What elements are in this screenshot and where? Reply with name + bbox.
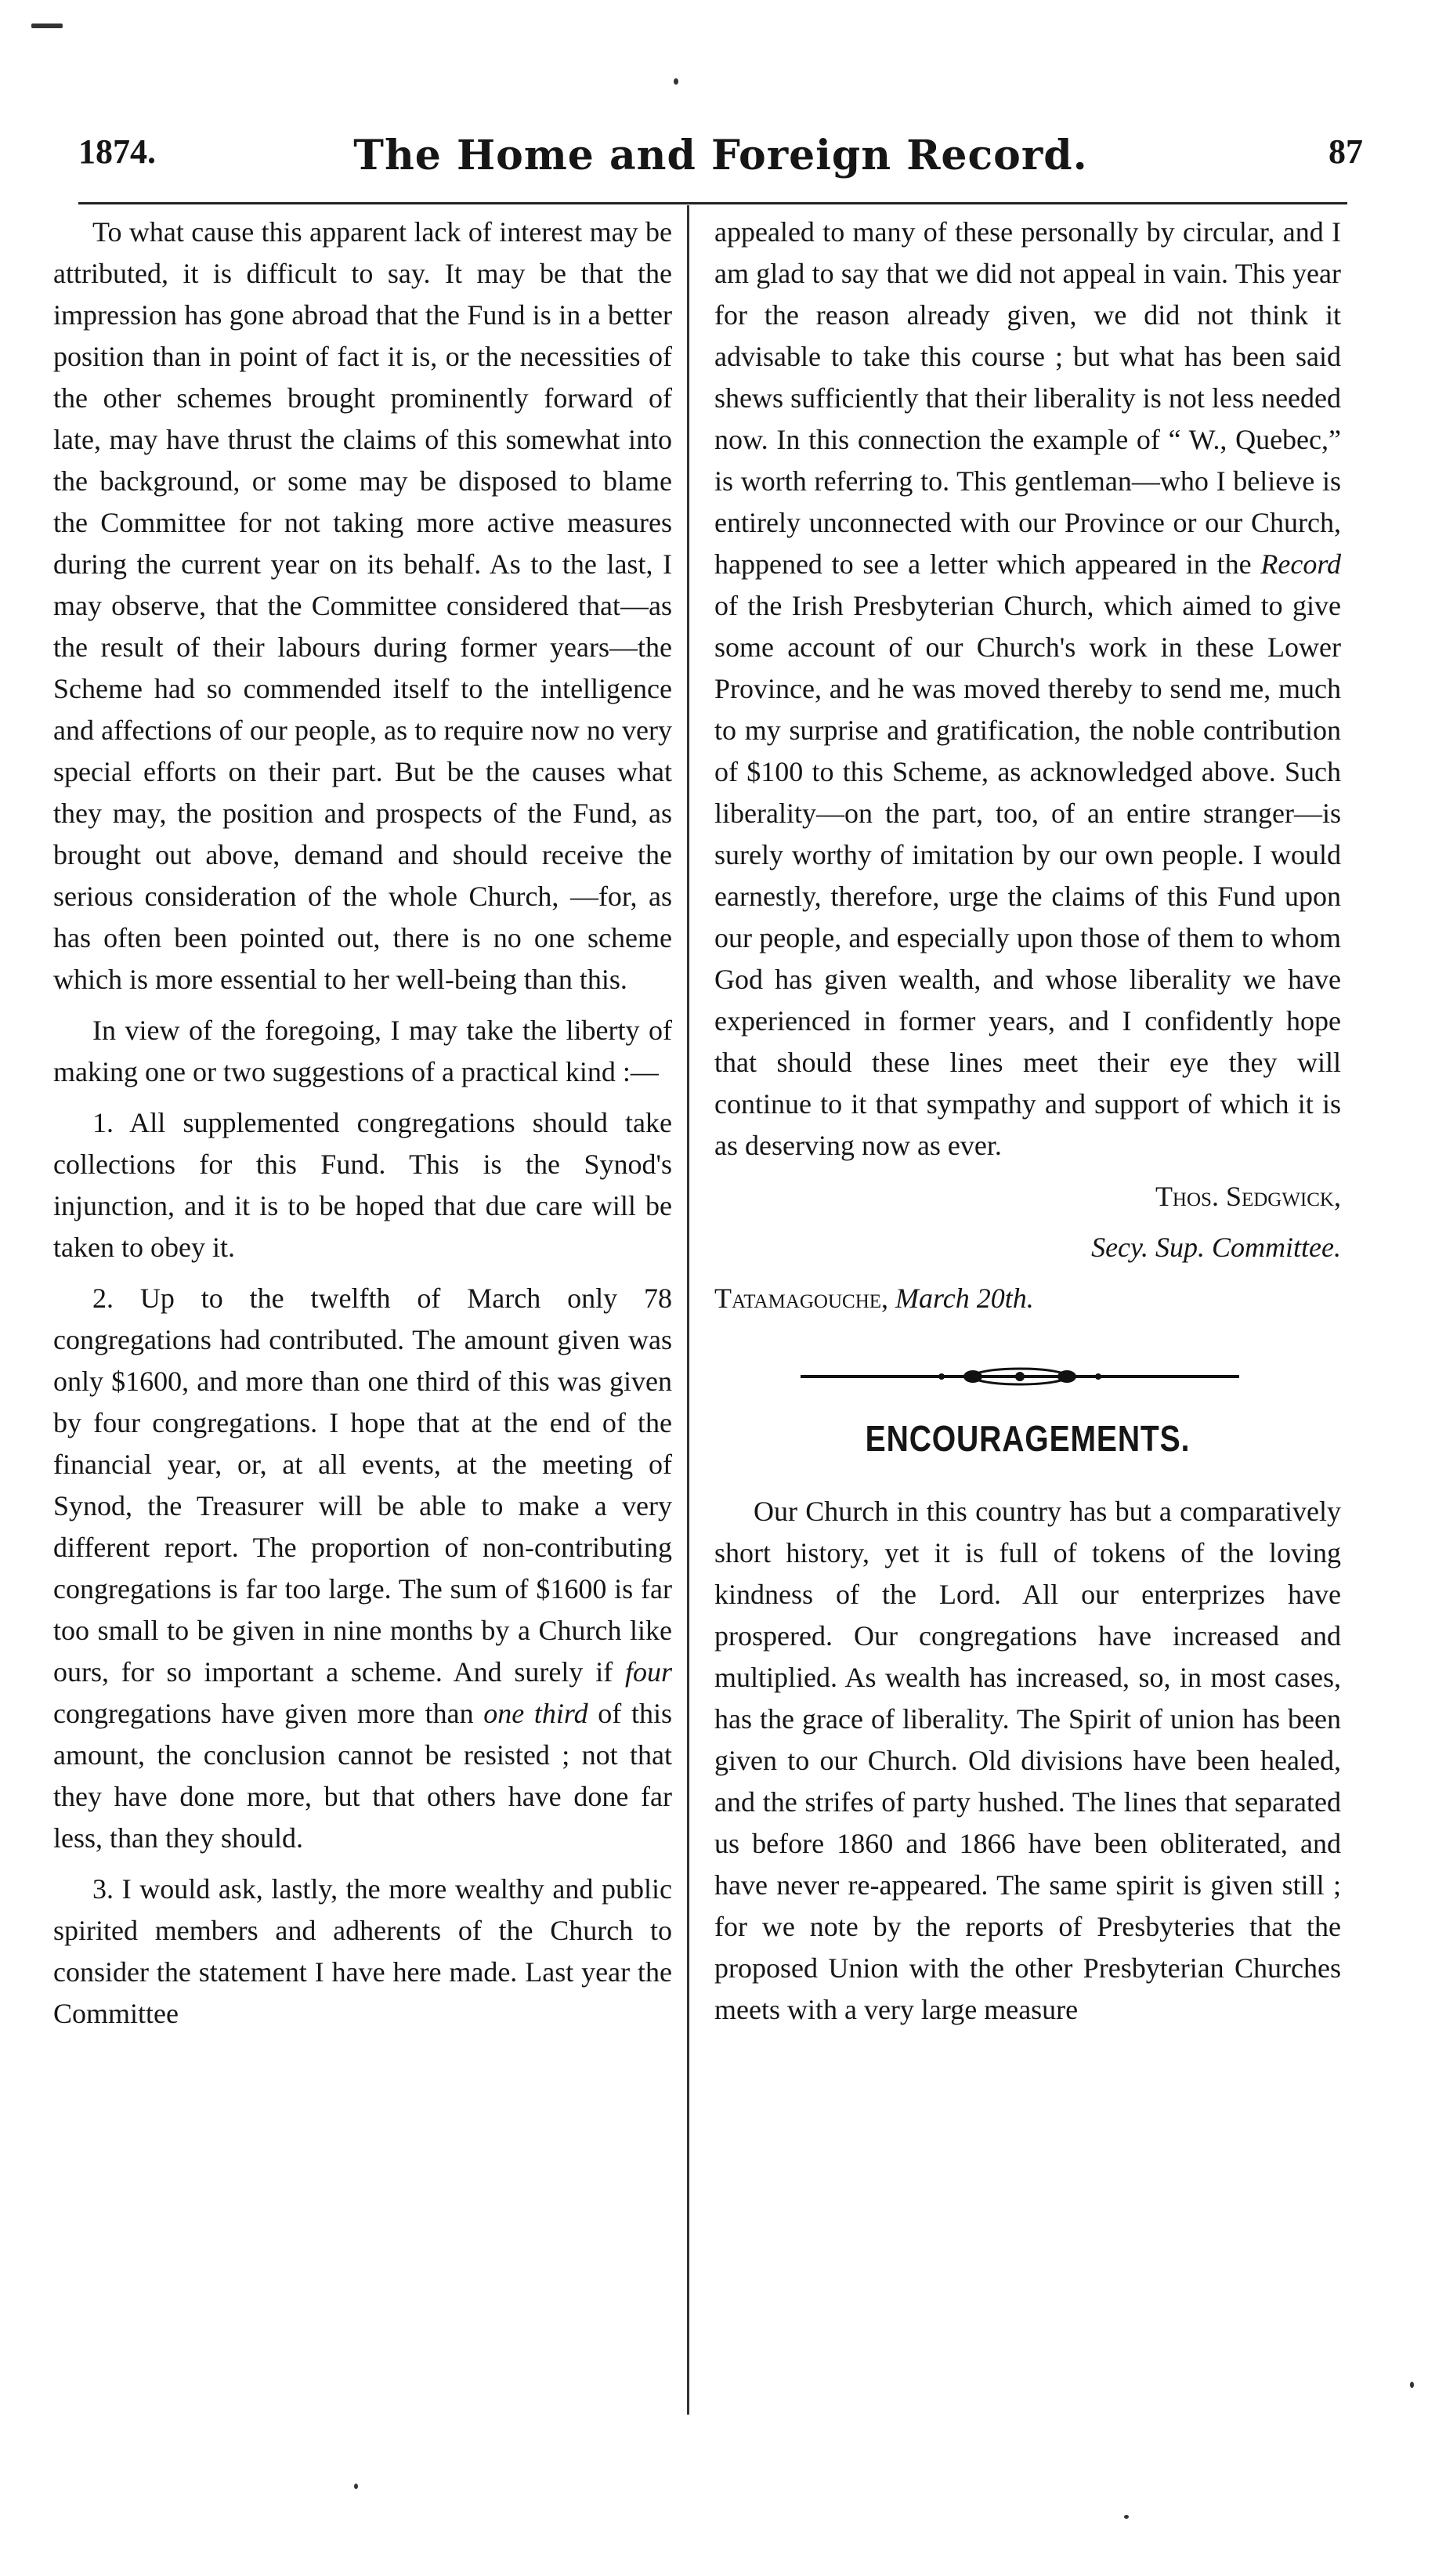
left-column bbox=[53, 212, 672, 2044]
text-run: congregations have given more than bbox=[53, 1698, 484, 1729]
paragraph bbox=[714, 212, 1341, 1167]
text-run: of the Irish Presbyterian Church, which aimed to give some account of our Church's work in these Lower Province, and he was moved thereby to send me, much to my surprise and gratification, the noble contribution of $100 to this Scheme, as acknowledged above. Such liberality—on the part, too, of an entire stranger—is surely worthy of imitation by our own people. I would earnestly, therefore, urge the claims of this Fund upon our people, and especially upon those of them to whom God has given wealth, and whose liberality we have experienced in former years, and I confidently hope that should these lines meet their eye they will continue to it that sympathy and support of which it is as deserving now as ever. bbox=[714, 590, 1341, 1161]
signature-name: Thos. Sedgwick, bbox=[1155, 1181, 1341, 1212]
date: March 20th. bbox=[895, 1283, 1034, 1314]
section-heading: ENCOURAGEMENTS. bbox=[865, 1418, 1191, 1459]
place: Tatamagouche, bbox=[714, 1283, 889, 1314]
place-date-line bbox=[714, 1278, 1341, 1319]
ornament-divider-icon bbox=[801, 1365, 1239, 1388]
column-rule bbox=[687, 205, 689, 2415]
paragraph: In view of the foregoing, I may take the liberty of making one or two suggestions of a practical kind :— bbox=[53, 1015, 672, 1087]
running-head bbox=[78, 132, 1363, 202]
scan-speck bbox=[1410, 2382, 1414, 2388]
text-run: of this amount, the conclusion cannot be resisted ; not that they have done more, but that others have done far less, than they should. bbox=[53, 1698, 672, 1854]
list-item: 3. I would ask, lastly, the more wealthy and public spirited members and adherents of the Church to consider the statement I have here made. Last year the Committee bbox=[53, 1873, 672, 2029]
list-item bbox=[53, 1278, 672, 1859]
header-title: The Home and Foreign Record. bbox=[353, 132, 1088, 179]
italic-run: four bbox=[624, 1656, 672, 1688]
right-column bbox=[714, 212, 1341, 2040]
header-rule bbox=[78, 202, 1347, 204]
scan-speck bbox=[354, 2484, 358, 2489]
page-number: 87 bbox=[1329, 132, 1363, 171]
scan-speck bbox=[31, 24, 63, 28]
scan-speck bbox=[674, 78, 678, 85]
paragraph: To what cause this apparent lack of interest may be attributed, it is difficult to say. It may be that the impression has gone abroad that the Fund is in a better position than in point of fact it is, or the necessities of the other schemes brought prominently forward of late, may have thrust the claims of this somewhat into the background, or some may be disposed to blame the Committee for not taking more active measures during the current year on its behalf. As to the last, I may observe, that the Committee considered that—as the result of their labours during former years—the Scheme had so commended itself to the intelligence and affections of our people, as to require now no very special efforts on their part. But be the causes what they may, the position and prospects of the Fund, as brought out above, demand and should receive the serious consideration of the whole Church, —for, as has often been pointed out, there is no one scheme which is more essential to her well-being than this. bbox=[53, 216, 672, 995]
italic-run: Record bbox=[1260, 548, 1341, 580]
scan-speck bbox=[1124, 2515, 1129, 2519]
header-year: 1874. bbox=[78, 132, 156, 171]
text-run: appealed to many of these personally by circular, and I am glad to say that we did not appeal in vain. This year for the reason already given, we did not think it advisable to take this course ; but what has been said shews sufficiently that their liberality is not less needed now. In this connection the example of “ W., Quebec,” is worth referring to. This gentleman—who I believe is entirely unconnected with our Province or our Church, happened to see a letter which appeared in the bbox=[714, 216, 1341, 580]
text-run: 2. Up to the twelfth of March only 78 congregations had contributed. The amount given was only $1600, and more than one third of this was given by four congregations. I hope that at the end of the financial year, or, at all events, at the meeting of Synod, the Treasurer will be able to make a very different report. The proportion of non-contributing congregations is far too large. The sum of $1600 is far too small to be given in nine months by a Church like ours, for so important a scheme. And surely if bbox=[53, 1283, 672, 1688]
paragraph: Our Church in this country has but a comparatively short history, yet it is full of tokens of the loving kindness of the Lord. All our enterprizes have prospered. Our congregations have increased and multiplied. As wealth has increased, so, in most cases, has the grace of liberality. The Spirit of union has been given to our Church. Old divisions have been healed, and the strifes of party hushed. The lines that separated us before 1860 and 1866 have been obliterated, and have never re-appeared. The same spirit is given still ; for we note by the reports of Presbyteries that the proposed Union with the other Presbyterian Churches meets with a very large measure bbox=[714, 1496, 1341, 2025]
signature-role: Secy. Sup. Committee. bbox=[1091, 1232, 1341, 1263]
italic-run: one third bbox=[483, 1698, 588, 1729]
list-item: 1. All supplemented congregations should take collections for this Fund. This is the Synod's injunction, and it is to be hoped that due care will be taken to obey it. bbox=[53, 1107, 672, 1263]
